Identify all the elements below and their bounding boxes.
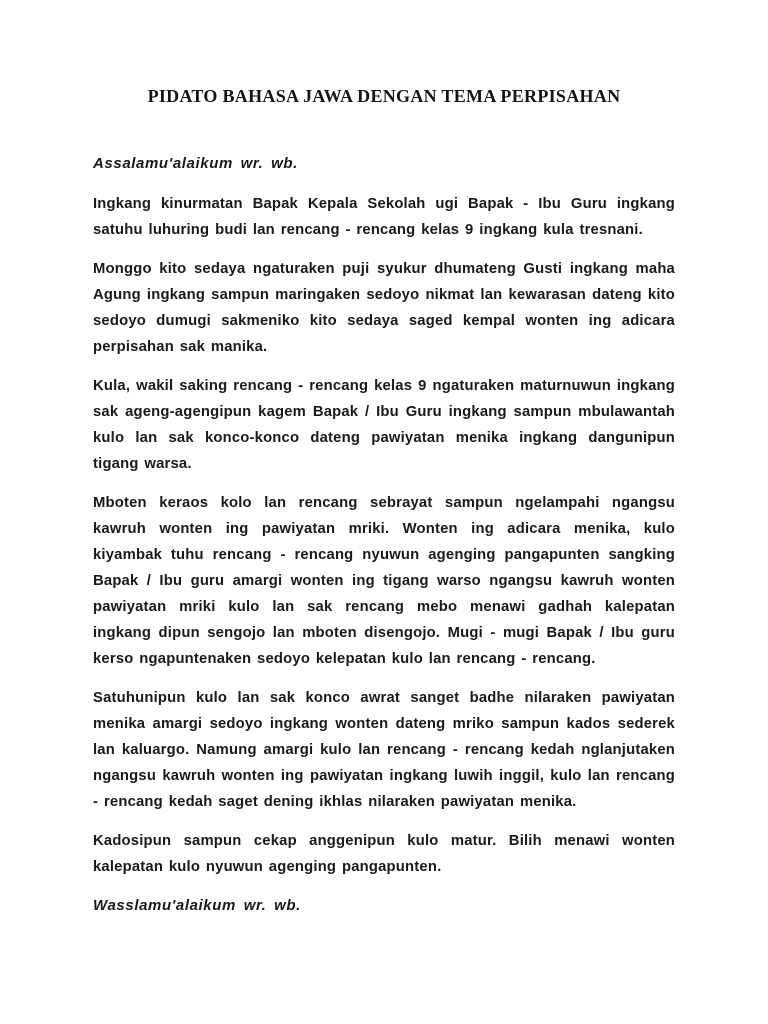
paragraph-greeting: Ingkang kinurmatan Bapak Kepala Sekolah ugi Bapak - Ibu Guru ingkang satuhu luhuring budi lan rencang - rencang kelas 9 ingkang kula tresnani. xyxy=(93,196,675,238)
page-title: PIDATO BAHASA JAWA DENGAN TEMA PERPISAHAN xyxy=(147,86,621,106)
opening-salutation: Assalamu'alaikum wr. wb. xyxy=(93,155,298,172)
paragraph-gratitude: Monggo kito sedaya ngaturaken puji syukur dhumateng Gusti ingkang maha Agung ingkang sampun maringaken sedoyo nikmat lan kewarasan dateng kito sedoyo dumugi sakmeniko kito sedaya saged kempal wonten ing adicara perpisahan sak manika. xyxy=(93,261,675,355)
paragraph-closing-remark: Kadosipun sampun cekap anggenipun kulo matur. Bilih menawi wonten kalepatan kulo nyuwun agenging pangapunten. xyxy=(93,833,675,875)
paragraph-apology: Mboten keraos kolo lan rencang sebrayat sampun ngelampahi ngangsu kawruh wonten ing pawiyatan mriki. Wonten ing adicara menika, kulo kiyambak tuhu rencang - rencang nyuwun agenging pangapunten sangking Bapak / Ibu guru amargi wonten ing tigang warso ngangsu kawruh wonten pawiyatan mriki kulo lan sak rencang mebo menawi gadhah kalepatan ingkang dipun sengojo lan mboten disengojo. Mugi - mugi Bapak / Ibu guru kerso ngapuntenaken sedoyo kelepatan kulo lan rencang - rencang. xyxy=(93,495,675,667)
paragraph-thanks-teachers: Kula, wakil saking rencang - rencang kelas 9 ngaturaken maturnuwun ingkang sak ageng-agengipun kagem Bapak / Ibu Guru ingkang sampun mbulawantah kulo lan sak konco-konco dateng pawiyatan menika ingkang dangunipun tigang warsa. xyxy=(93,378,675,472)
closing-salutation: Wasslamu'alaikum wr. wb. xyxy=(93,897,301,914)
paragraph-farewell: Satuhunipun kulo lan sak konco awrat sanget badhe nilaraken pawiyatan menika amargi sedoyo ingkang wonten dateng mriko sampun kados sederek lan kaluargo. Namung amargi kulo lan rencang - rencang kedah nglanjutaken ngangsu kawruh wonten ing pawiyatan ingkang luwih inggil, kulo lan rencang - rencang kedah saget dening ikhlas nilaraken pawiyatan menika. xyxy=(93,690,675,810)
